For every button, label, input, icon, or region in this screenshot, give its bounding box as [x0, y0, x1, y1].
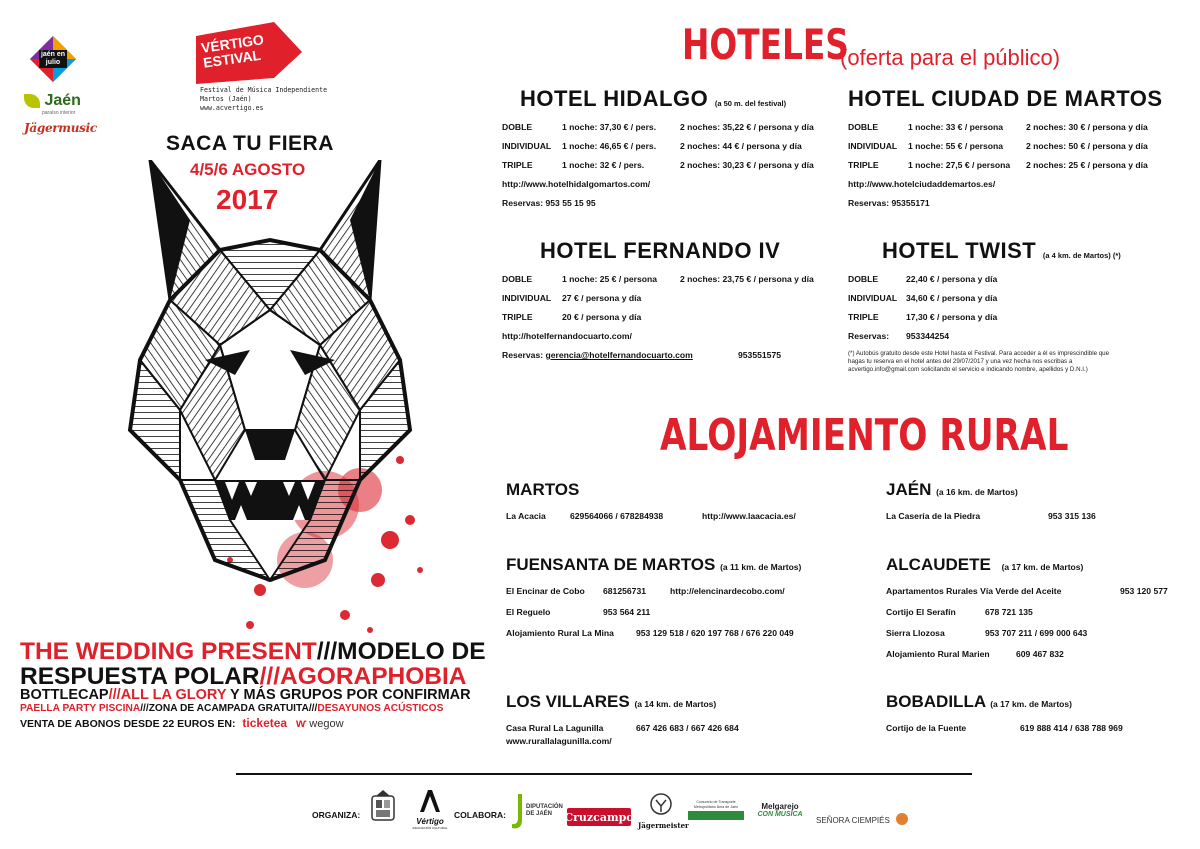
- wegow-link[interactable]: wegow: [309, 718, 344, 730]
- hoteles-title: HOTELES: [682, 20, 849, 69]
- melgarejo-logo: Melgarejo CON MÚSICA: [757, 802, 803, 818]
- hotel-ciudad-title: HOTEL CIUDAD DE MARTOS: [848, 86, 1163, 111]
- consorcio-transporte-logo: Consorcio de Transporte Metropolitano Área de Jaén: [688, 800, 744, 830]
- hotel-fernando-email[interactable]: gerencia@hotelfernandocuarto.com: [545, 350, 693, 360]
- lineup-line-2: RESPUESTA POLAR///AGORAPHOBIA: [20, 663, 467, 690]
- footer-divider: [236, 773, 972, 775]
- lineup-line-1: THE WEDDING PRESENT///MODELO DE: [20, 638, 486, 665]
- wolf-illustration: [110, 160, 450, 640]
- lagunilla-url[interactable]: www.rurallalagunilla.com/: [506, 736, 612, 746]
- jaen-en-julio-text: jaén en julio: [40, 51, 66, 66]
- left-poster: [0, 0, 500, 760]
- jaen-leaf-icon: [24, 94, 40, 108]
- ayuntamiento-crest-logo: [368, 790, 398, 828]
- hotel-fernando-url[interactable]: http://hotelfernandocuarto.com/: [502, 331, 632, 341]
- lineup-line-4: PAELLA PARTY PISCINA///ZONA DE ACAMPADA GRATUITA///DESAYUNOS ACÚSTICOS: [20, 703, 444, 714]
- hotel-hidalgo-reservas: Reservas: 953 55 15 95: [502, 198, 596, 208]
- jagermeister-logo: Jägermeister: [638, 792, 684, 832]
- rural-fuensanta-title: FUENSANTA DE MARTOS (a 11 km. de Martos): [506, 555, 802, 574]
- hotel-ciudad-url[interactable]: http://www.hotelciudaddemartos.es/: [848, 179, 996, 189]
- hotel-ciudad-reservas: Reservas: 95355171: [848, 198, 930, 208]
- jaen-en-julio-logo: [30, 36, 76, 82]
- hotel-hidalgo-title: HOTEL HIDALGO (a 50 m. del festival): [520, 86, 787, 111]
- band-the-wedding-present: THE WEDDING PRESENT: [20, 638, 317, 665]
- jaen-logo: Jaén paraíso interior: [24, 92, 81, 116]
- cruzcampo-logo: Cruzcampo: [567, 808, 631, 826]
- hotel-twist-title: HOTEL TWIST (a 4 km. de Martos) (*): [882, 238, 1121, 263]
- rural-header: [660, 412, 1184, 460]
- abonos-line: VENTA DE ABONOS DESDE 22 EUROS EN: ticketea ⱳ wegow: [20, 716, 344, 730]
- lineup-line-3: BOTTLECAP///ALL LA GLORY Y MÁS GRUPOS POR CONFIRMAR: [20, 687, 471, 703]
- rural-alcaudete-title: ALCAUDETE (a 17 km. de Martos): [886, 555, 1084, 574]
- hotel-fernando-title: HOTEL FERNANDO IV: [540, 238, 781, 263]
- jagermusic-logo: Jägermusic: [24, 121, 97, 135]
- vertigo-estival-logo: VÉRTIGO ESTIVAL: [196, 22, 302, 84]
- wegow-icon: ⱳ: [296, 716, 307, 730]
- rural-martos-title: MARTOS: [506, 480, 580, 499]
- colabora-label: COLABORA:: [454, 810, 506, 820]
- senora-ciempies-logo: SEÑORA CIEMPIÉS: [816, 810, 908, 828]
- hotel-hidalgo-url[interactable]: http://www.hotelhidalgomartos.com/: [502, 179, 651, 189]
- hotel-twist-footnote: (*) Autobús gratuito desde este Hotel hasta el Festival. Para acceder a él es imprescindible que hagas tu reserva en el hotel antes del 29/07/2017 y una vez hecha nos escribas a acvertigo.info@gmail.com solicitando el servicio e indicando nombre, apellidos y D.N.I.): [848, 350, 1110, 373]
- encinar-url[interactable]: http://elencinardecobo.com/: [670, 586, 785, 596]
- hotel-fernando-reservas: Reservas: gerencia@hotelfernandocuarto.com: [502, 350, 693, 360]
- diputacion-jaen-logo: DIPUTACIÓN DE JAÉN: [510, 792, 560, 832]
- organiza-label: ORGANIZA:: [312, 810, 361, 820]
- consorcio-bar: [688, 811, 744, 820]
- rural-bobadilla-title: BOBADILLA (a 17 km. de Martos): [886, 692, 1072, 711]
- rural-villares-title: LOS VILLARES (a 14 km. de Martos): [506, 692, 717, 711]
- ciempies-badge-icon: [896, 813, 908, 825]
- ticketea-link[interactable]: ticketea: [242, 716, 288, 730]
- festival-year: 2017: [216, 184, 279, 215]
- festival-dates: 4/5/6 AGOSTO: [190, 160, 306, 179]
- hoteles-subtitle: (oferta para el público): [840, 45, 1061, 70]
- slogan: SACA TU FIERA: [166, 132, 334, 155]
- la-acacia-url[interactable]: http://www.laacacia.es/: [702, 511, 796, 521]
- rural-jaen-title: JAÉN (a 16 km. de Martos): [886, 480, 1018, 499]
- rural-title: ALOJAMIENTO RURAL: [660, 410, 1069, 461]
- vertigo-association-logo: Vértigo ASOCIACIÓN CULTURAL: [410, 790, 450, 830]
- festival-description: Festival de Música Independiente Martos (Jaén) www.acvertigo.es: [200, 86, 328, 112]
